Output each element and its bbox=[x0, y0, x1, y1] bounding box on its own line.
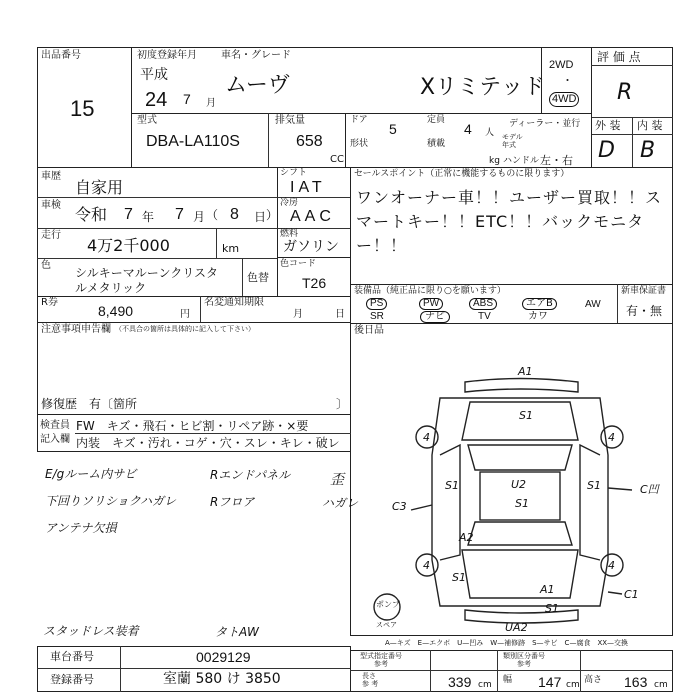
check-row2: 内装 キズ・汚れ・コゲ・穴・スレ・キレ・破レ bbox=[76, 436, 340, 450]
wid-unit: cm bbox=[566, 680, 580, 690]
len-label: 長さ 参 考 bbox=[362, 672, 379, 688]
len-unit: cm bbox=[478, 680, 492, 690]
shift-value: IAT bbox=[290, 179, 326, 196]
tire-rr: 4 bbox=[608, 559, 615, 572]
model-label: 型式 bbox=[137, 115, 157, 126]
door-value: 5 bbox=[389, 121, 397, 137]
car-name-label: 車名・グレード bbox=[221, 50, 291, 61]
hw-l2b: Rフロア bbox=[210, 495, 255, 509]
sales-label: セールスポイント（正常に機能するものに限ります） bbox=[354, 169, 570, 179]
disp-value: 658 bbox=[296, 133, 323, 150]
check-label2: 記入欄 bbox=[40, 434, 70, 445]
cap-value: 4 bbox=[464, 121, 472, 137]
drive-dot: ・ bbox=[562, 74, 573, 87]
model-value: DBA-LA110S bbox=[146, 133, 240, 150]
car-grade: Xリミテッド bbox=[420, 75, 546, 100]
score-int: B bbox=[640, 138, 656, 163]
warranty-label: 新車保証書 bbox=[621, 286, 667, 296]
equip-ps: PS bbox=[366, 298, 387, 310]
ac-value: AAC bbox=[290, 208, 335, 225]
len-value: 339 bbox=[448, 674, 472, 690]
mileage-label: 走行 bbox=[41, 230, 61, 241]
chassis-hline bbox=[37, 668, 351, 669]
ac-label: 冷房 bbox=[280, 198, 299, 208]
handle-label: ハンドル bbox=[503, 156, 540, 166]
inspection-era: 令和 bbox=[75, 205, 108, 224]
lot-number: 15 bbox=[70, 96, 95, 121]
warranty-value: 有・無 bbox=[626, 304, 663, 318]
dims-vline3 bbox=[580, 650, 581, 692]
mileage-unit: km bbox=[222, 242, 240, 255]
inspection-y: 年 bbox=[142, 210, 155, 224]
inspection-day: 8 bbox=[230, 206, 239, 223]
drive-4wd: 4WD bbox=[549, 92, 579, 107]
equip-leather: カワ bbox=[528, 311, 548, 322]
damage-legend: A—キズ E—エクボ U—凹み W—補修跡 S—サビ C—腐食 XX—交換 bbox=[385, 639, 629, 647]
inspection-year: 7 bbox=[124, 206, 133, 223]
hw-stud2: タトAW bbox=[215, 625, 259, 639]
first-reg-label: 初度登録年月 bbox=[137, 50, 197, 61]
first-reg-month-unit: 月 bbox=[206, 98, 216, 109]
chassis-vline bbox=[120, 646, 121, 692]
drive-2wd: 2WD bbox=[549, 59, 574, 71]
score-ext: D bbox=[598, 138, 615, 163]
plate-label: 登録番号 bbox=[50, 673, 94, 686]
dmg-a2: A2 bbox=[459, 531, 474, 544]
car-name: ムーヴ bbox=[225, 73, 290, 98]
dmg-c3: C3 bbox=[392, 500, 407, 513]
color-label: 色 bbox=[41, 260, 51, 271]
history-label: 車歴 bbox=[41, 171, 61, 182]
inspection-m: 月 bbox=[193, 210, 206, 224]
hgt-unit: cm bbox=[654, 680, 668, 690]
dmg-c1: C1 bbox=[624, 588, 639, 601]
history-value: 自家用 bbox=[75, 178, 124, 197]
model-year-label: モデル 年式 bbox=[502, 133, 523, 149]
equip-navi: ナビ bbox=[420, 311, 450, 323]
dealer-label: ディーラー・並行 bbox=[509, 119, 581, 129]
color-value: シルキーマルーンクリスタ ルメタリック bbox=[75, 266, 218, 295]
equipment-label: 装備品（純正品に限り○を願います） bbox=[354, 286, 506, 296]
dmg-s1-rl: S1 bbox=[452, 571, 466, 584]
score-label: 評 価 点 bbox=[597, 50, 641, 64]
chassis-label: 車台番号 bbox=[50, 650, 94, 663]
plate-value: 室蘭 580 け 3850 bbox=[163, 671, 281, 687]
load-kg: kg bbox=[489, 156, 500, 166]
hw-l3: アンテナ欠損 bbox=[45, 521, 117, 535]
dmg-ua2: UA2 bbox=[505, 621, 528, 634]
color-code-value: T26 bbox=[302, 275, 327, 291]
tire-rl: 4 bbox=[423, 559, 430, 572]
fuel-value: ガソリン bbox=[283, 239, 339, 255]
check-label1: 検査員 bbox=[40, 420, 70, 431]
score-int-label: 内 装 bbox=[637, 119, 663, 132]
check-row1: FW キズ・飛石・ヒビ割・リペア跡・×要 bbox=[76, 419, 309, 433]
color-swap-label: 色替 bbox=[247, 271, 269, 284]
disp-unit: CC bbox=[330, 154, 344, 165]
shift-label: シフト bbox=[280, 168, 308, 178]
repair-label: 修復歴 有〔箇所 bbox=[41, 397, 138, 411]
mileage-value: 4万2千000 bbox=[87, 236, 170, 255]
dmg-s1-right: S1 bbox=[587, 479, 601, 492]
dmg-a1-rear: A1 bbox=[540, 583, 555, 596]
shape-label: 形状 bbox=[350, 139, 369, 149]
hw-l2a: 下回りソリショクハガレ bbox=[45, 494, 177, 508]
recycle-value: 8,490 bbox=[98, 303, 134, 319]
tire-fr: 4 bbox=[608, 431, 615, 444]
dmg-s1-rear-center: S1 bbox=[515, 497, 529, 510]
tire-fl: 4 bbox=[423, 431, 430, 444]
spare-label: スペア bbox=[376, 621, 397, 629]
equip-pw: PW bbox=[419, 298, 443, 310]
equip-abs: ABS bbox=[469, 298, 497, 310]
notes-sub: （不具合の箇所は具体的に記入して下さい） bbox=[115, 325, 255, 333]
hw-note1: 歪 bbox=[330, 472, 344, 488]
pump-label: ポンプ bbox=[376, 600, 400, 609]
recycle-label: R券 bbox=[41, 297, 58, 308]
equip-sr: SR bbox=[370, 311, 384, 322]
first-reg-year: 24 bbox=[145, 89, 168, 111]
dmg-a1-top: A1 bbox=[518, 365, 533, 378]
equip-tv: TV bbox=[478, 311, 491, 322]
notice-day: 日 bbox=[335, 309, 345, 320]
dims-vline1 bbox=[430, 650, 431, 692]
dims-vline2 bbox=[497, 650, 498, 692]
hw-l1b: Rエンドパネル bbox=[210, 468, 291, 482]
disp-label: 排気量 bbox=[275, 115, 305, 126]
sales-text: ワンオーナー車！！ユーザー買取！！スマートキー！！ETC！！バックモニター！！ bbox=[356, 188, 663, 255]
notes-label: 注意事項申告欄 bbox=[41, 324, 111, 335]
equip-aw: AW bbox=[585, 299, 601, 310]
dims-hline bbox=[350, 670, 673, 671]
dmg-c-roof: C凹 bbox=[640, 483, 659, 496]
repair-end: 〕 bbox=[336, 397, 349, 411]
first-reg-era: 平成 bbox=[140, 67, 168, 83]
lot-label: 出品番号 bbox=[41, 50, 81, 61]
fuel-label: 燃料 bbox=[280, 229, 299, 239]
cap-label: 定員 bbox=[427, 115, 446, 125]
hw-l1a: E/gルーム内サビ bbox=[45, 467, 137, 481]
inspection-d: 日 bbox=[254, 210, 267, 224]
hgt-value: 163 bbox=[624, 674, 648, 690]
aftermarket-label: 後日品 bbox=[354, 325, 384, 336]
inspection-label: 車検 bbox=[41, 200, 61, 211]
dmg-u2: U2 bbox=[511, 478, 527, 491]
notice-label: 名変通知期限 bbox=[204, 297, 264, 308]
first-reg-month: 7 bbox=[183, 91, 191, 107]
inspection-month: 7 bbox=[175, 206, 184, 223]
wid-label: 幅 bbox=[503, 675, 513, 685]
inspection-paren: （ bbox=[206, 208, 219, 222]
dmg-s1-hood: S1 bbox=[519, 409, 533, 422]
inspection-paren2: ） bbox=[266, 208, 279, 222]
score-ext-label: 外 装 bbox=[595, 119, 621, 132]
score-value: R bbox=[617, 80, 633, 105]
recycle-unit: 円 bbox=[180, 309, 190, 320]
hgt-label: 高さ bbox=[584, 675, 603, 685]
chassis-value: 0029129 bbox=[196, 649, 251, 665]
handle-lr: 左・右 bbox=[540, 154, 573, 167]
cap-unit: 人 bbox=[485, 128, 495, 138]
color-code-label: 色コード bbox=[280, 259, 317, 269]
type-label: 型式指定番号 参考 bbox=[360, 652, 402, 668]
dmg-s1-rr: S1 bbox=[545, 602, 559, 615]
dmg-s1-left: S1 bbox=[445, 479, 459, 492]
class-label: 類別区分番号 参考 bbox=[503, 652, 545, 668]
hw-stud: スタッドレス装着 bbox=[43, 624, 139, 638]
notice-month: 月 bbox=[293, 309, 303, 320]
hw-note2: ハガレ bbox=[322, 496, 359, 510]
equip-airbag: エアB bbox=[522, 298, 557, 310]
load-label: 積載 bbox=[427, 139, 446, 149]
door-label: ドア bbox=[350, 115, 368, 125]
wid-value: 147 bbox=[538, 674, 562, 690]
